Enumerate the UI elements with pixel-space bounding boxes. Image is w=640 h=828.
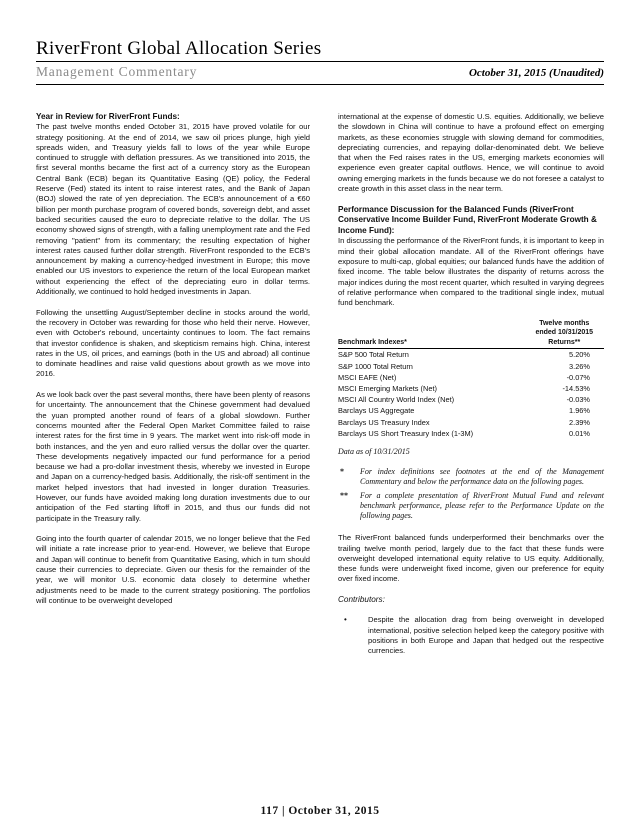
index-return: 5.20%: [569, 350, 590, 360]
table-row: [338, 428, 604, 439]
page-footer: 117 | October 31, 2015: [260, 805, 380, 817]
paragraph: In discussing the performance of the RiverFront funds, it is important to keep in mind their global allocation mandate. All of the RiverFront offerings have exposure to multi-cap, global equities; our balanced funds have the addition of fixed income. The table below illustrates the disparity of returns across the major indices during the most recent quarter, which resulted in varying degrees of relative performance when compared to the traditional single index, mutual fund benchmark.: [338, 236, 604, 308]
index-name: S&P 1000 Total Return: [338, 361, 413, 371]
index-name: MSCI Emerging Markets (Net): [338, 383, 437, 393]
right-column: [338, 112, 604, 657]
commentary-subtitle: Management Commentary: [36, 64, 198, 79]
report-date: October 31, 2015 (Unaudited): [468, 67, 604, 79]
index-return: 0.01%: [569, 428, 590, 438]
paragraph: Following the unsettling August/September decline in stocks around the world, the recovery in October was rewarding for those who held their nerve. However, even with October's rebound, uncertainty continues to loom. The fact remains that investor confidence is shaken, and skepticism remains high. China, interest rates in the US, oil prices, and earnings (both in the US and abroad) all continue to dominate headlines and raise valid questions about growth as we move into 2016.: [36, 307, 310, 379]
left-column: [36, 112, 310, 617]
table-row: [338, 405, 604, 416]
paragraph: The past twelve months ended October 31, 2015 have proved volatile for our strategy positioning. At the end of 2014, we saw oil prices plunge, high yield spreads widen, and Treasury yields fall to lows of the year while Europe continued to struggle with deflation pressures. As we transitioned into 2015, the first several months became the first act of a currency story as the European Central Bank (ECB) began its Quantitative Easing (QE) policy, the Federal Reserve (Fed) stated its intent to raise interest rates, and the Bank of Japan (BOJ) slowed the rate of yen depreciation. The ECB's announcement of a €60 billion per month purchase program of covered bonds, sovereign debt, and asset backed securities caused the euro to depreciate relative to the dollar. The US economy showed signs of strength, with a falling unemployment rate and the Fed removing "patient" from its commentary; the resulting expectation of higher interest rates caused further dollar strength. RiverFront responded to the ECB's announcement by making a currency-hedged investment in Europe; this move enabled our US investors to experience the return of the local European market without experiencing the effect of the depreciating euro in dollar terms. Additionally, we continued to hold hedged investments in Japan.: [36, 122, 310, 297]
table-header-row: [338, 319, 604, 349]
footnote-text: For a complete presentation of RiverFront Mutual Fund and relevant benchmark performance, please refer to the Performance Update on the following pages.: [360, 490, 604, 521]
index-return: -0.03%: [566, 395, 590, 405]
index-name: S&P 500 Total Return: [338, 350, 409, 360]
paragraph: international at the expense of domestic U.S. equities. Additionally, we believe the slowdown in China will continue to have a profound effect on emerging markets, as these economies struggle with slowing demand for commodities, depreciating currencies, and repaying dollar-denominated debt. We believe that when the Fed raises rates in the US, emerging markets economies will experience even greater capital outflows. Hence, we will continue to avoid owning emerging markets in the funds because we do not foresee a catalyst to create growth in this asset class in the near term.: [338, 112, 604, 194]
data-as-of-note: Data as of 10/31/2015: [338, 446, 410, 456]
table-row: [338, 383, 604, 394]
document-header: [36, 38, 604, 60]
table-row: [338, 394, 604, 405]
table-row: [338, 349, 604, 361]
index-name: MSCI EAFE (Net): [338, 372, 397, 382]
paragraph: Going into the fourth quarter of calendar 2015, we no longer believe that the Fed will initiate a rate increase prior to year-end. However, we believe that Europe and Japan will continue to benefit from Quantitative Easing, which in turn should cause their currencies to depreciate. Given our thesis for the remainder of the year, we will monitor U.S. economic data closely to determine whether adjustments need to be made to the current strategy positioning. The portfolios will continue to be overweight developed: [36, 534, 310, 605]
benchmark-table: [338, 319, 604, 439]
index-return: 3.26%: [569, 361, 590, 371]
table-row: [338, 361, 604, 372]
subheader: [36, 64, 604, 80]
index-name: Barclays US Short Treasury Index (1-3M): [338, 428, 474, 438]
series-title: RiverFront Global Allocation Series: [36, 38, 322, 59]
performance-discussion-heading: Performance Discussion for the Balanced Funds (RiverFront Conservative Income Builder Fund, RiverFront Moderate Growth & Income Fund):: [338, 204, 597, 235]
footnote-text: For index definitions see footnotes at the end of the Management Commentary and below the performance data on the following pages.: [360, 467, 604, 487]
returns-header: Twelve months ended 10/31/2015 Returns**: [525, 319, 605, 349]
header-rule-top: [36, 61, 604, 62]
year-in-review-heading: Year in Review for RiverFront Funds:: [36, 112, 180, 121]
list-item: [338, 615, 604, 656]
paragraph: The RiverFront balanced funds underperformed their benchmarks over the trailing twelve month period, largely due to the fact that these funds were overweight developed international equity relative to US equity. Additionally, these funds were underweight fixed income, given our preference for equity over fixed income.: [338, 533, 604, 584]
footnote: [338, 467, 604, 487]
header-rule-bottom: [36, 84, 604, 85]
table-row: [338, 372, 604, 383]
contributors-heading: Contributors:: [338, 595, 385, 605]
bullet-icon: •: [344, 615, 347, 625]
index-return: -0.07%: [566, 372, 590, 382]
index-name: MSCI All Country World Index (Net): [338, 395, 455, 405]
index-return: 2.39%: [569, 417, 590, 427]
index-name: Barclays US Treasury Index: [338, 417, 430, 427]
table-row: [338, 417, 604, 428]
footnote-marker: *: [340, 467, 344, 477]
index-return: 1.96%: [569, 406, 590, 416]
footnote: [338, 491, 604, 522]
paragraph: As we look back over the past several months, there have been plenty of reasons for uncertainty. The announcement that the Chinese government had devalued the yuan prompted another round of fears of a global slowdown. Further concerns mounted after the Federal Open Market Committee failed to raise interest rates for the first time in 9 years. The market went into risk-off mode in both instances, and the yen and euro rallied versus the dollar over the quarter. These developments negatively impacted our fund performance for a period because we had a pro-dollar investment thesis, whereby we invested in Europe and Japan on a currency-hedged basis. Additionally, the risk-off sentiment in the market helped investors that had invested in longer duration Treasuries. However, our funds have avoided making long duration investments due to our anticipation of the Fed starting liftoff in 2015, and thus our funds did not participate in the Treasury rally.: [36, 390, 310, 523]
footnote-marker: **: [340, 490, 348, 500]
index-name: Barclays US Aggregate: [338, 406, 415, 416]
bullet-text: Despite the allocation drag from being overweight in developed international, positive selection helped keep the category positive with positions in both Europe and Japan that hedged out the respective currencies.: [368, 615, 604, 656]
index-return: -14.53%: [562, 383, 590, 393]
benchmark-indexes-header: Benchmark Indexes*: [338, 319, 525, 349]
